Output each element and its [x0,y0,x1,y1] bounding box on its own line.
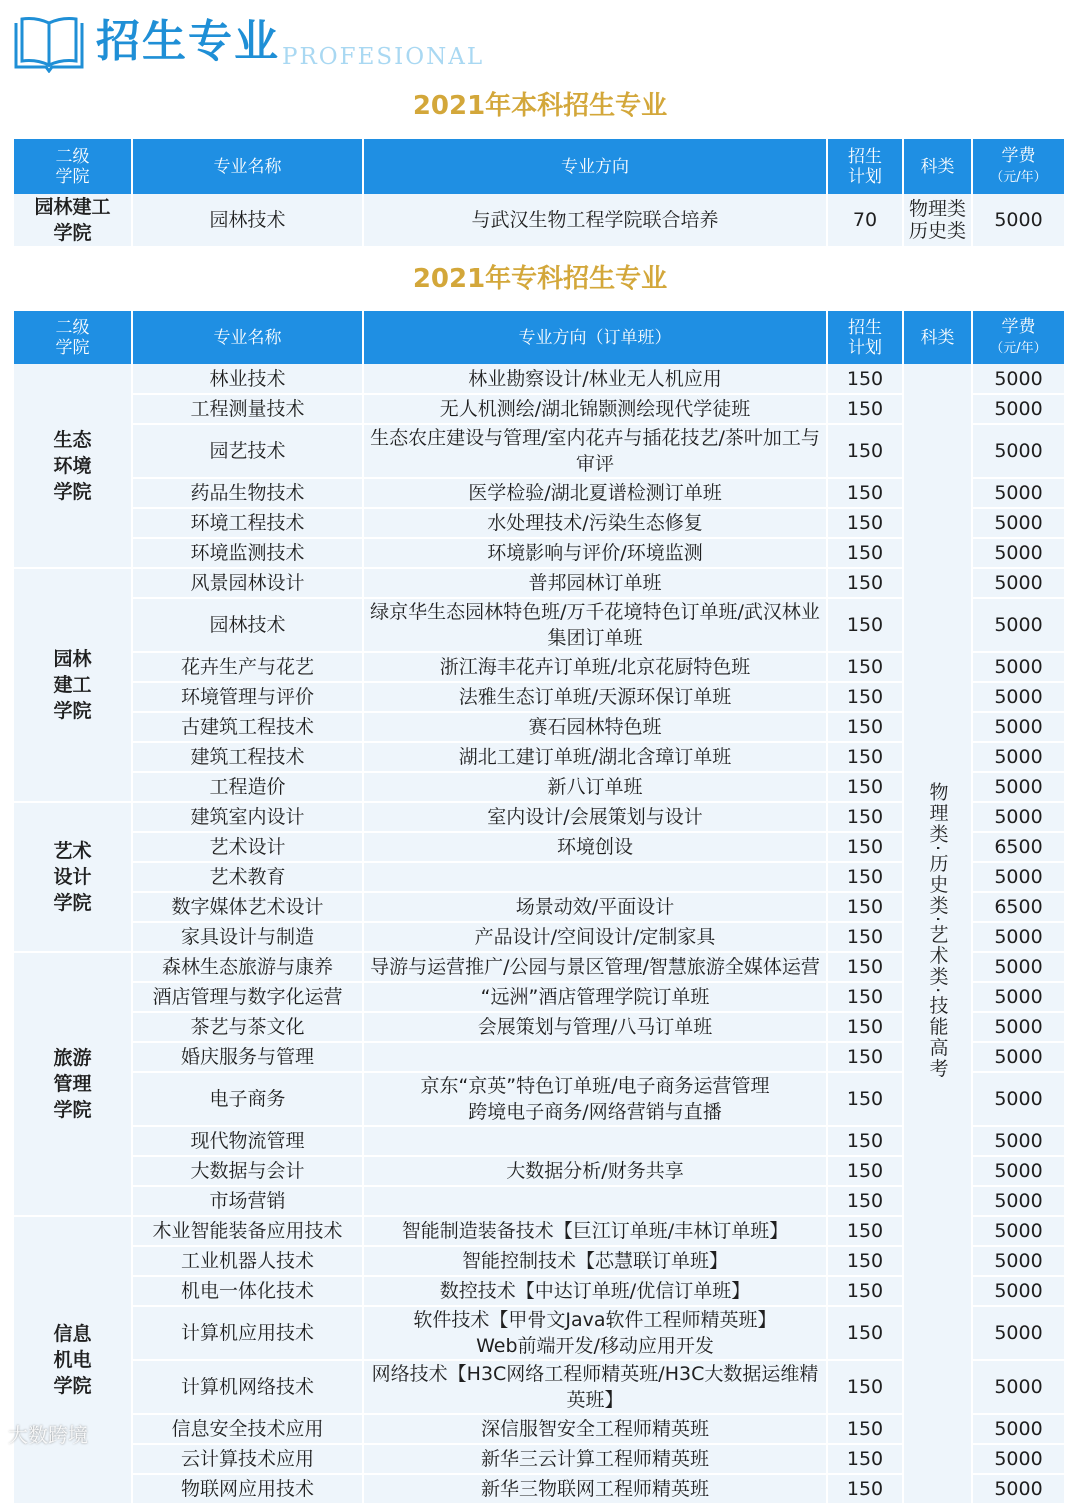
fee-cell: 5000 [972,1246,1064,1276]
plan-cell: 150 [827,598,903,652]
fee-cell: 5000 [972,1012,1064,1042]
college-label: 艺术 设计 学院 [53,840,92,914]
direction-cell [363,1126,827,1156]
fee-cell: 6500 [972,832,1064,862]
major-cell: 工程造价 [132,772,363,802]
direction-cell: 环境创设 [363,832,827,862]
plan-cell: 150 [827,922,903,952]
fee-cell: 5000 [972,1126,1064,1156]
header-plan-label: 招生 计划 [848,146,882,187]
direction-cell: 环境影响与评价/环境监测 [363,538,827,568]
college-label: 旅游 管理 学院 [53,1047,92,1121]
plan-cell: 150 [827,478,903,508]
direction-cell: 水处理技术/污染生态修复 [363,508,827,538]
major-cell: 药品生物技术 [132,478,363,508]
fee-cell: 5000 [972,982,1064,1012]
major-cell: 艺术教育 [132,862,363,892]
fee-cell: 5000 [972,478,1064,508]
fee-cell: 5000 [972,1276,1064,1306]
table-row [14,194,1064,247]
fee-cell: 5000 [972,682,1064,712]
header-fee-label: 学费 [1001,316,1036,337]
plan-cell: 150 [827,1276,903,1306]
major-cell: 家具设计与制造 [132,922,363,952]
direction-cell: 导游与运营推广/公园与景区管理/智慧旅游全媒体运营 [363,952,827,982]
header-fee-unit: （元/年） [990,169,1047,185]
plan-cell: 150 [827,568,903,598]
subject-label: 物理类·历史类·艺术类·技能高考 [926,781,949,1080]
major-cell: 工程测量技术 [132,394,363,424]
header-fee-unit: （元/年） [990,340,1047,356]
plan-cell: 150 [827,952,903,982]
college-cell [14,364,132,568]
header-subject: 科类 [903,311,972,364]
book-icon [12,15,86,73]
fee-cell: 5000 [972,1156,1064,1186]
direction-cell: 京东“京英”特色订单班/电子商务运营管理 跨境电子商务/网络营销与直播 [363,1072,827,1126]
major-cell: 云计算技术应用 [132,1444,363,1474]
plan-cell: 150 [827,1444,903,1474]
direction-cell: 医学检验/湖北夏谱检测订单班 [363,478,827,508]
direction-cell: 生态农庄建设与管理/室内花卉与插花技艺/茶叶加工与审评 [363,424,827,478]
major-cell: 环境工程技术 [132,508,363,538]
major-cell: 古建筑工程技术 [132,712,363,742]
direction-cell: 浙江海丰花卉订单班/北京花厨特色班 [363,652,827,682]
major-cell: 花卉生产与花艺 [132,652,363,682]
direction-cell: 法雅生态订单班/天源环保订单班 [363,682,827,712]
fee-cell: 5000 [972,424,1064,478]
fee-cell: 5000 [972,802,1064,832]
major-cell: 物联网应用技术 [132,1474,363,1504]
major-cell: 信息安全技术应用 [132,1414,363,1444]
direction-cell: 湖北工建订单班/湖北含璋订单班 [363,742,827,772]
header-direction: 专业方向 [363,139,827,194]
major-cell: 建筑室内设计 [132,802,363,832]
header-fee [972,311,1064,364]
plan-cell: 150 [827,982,903,1012]
plan-cell: 150 [827,364,903,394]
table-row [14,364,1064,394]
fee-cell: 5000 [972,1474,1064,1504]
direction-cell: 大数据分析/财务共享 [363,1156,827,1186]
direction-cell [363,862,827,892]
direction-cell: 智能制造装备技术【巨江订单班/丰林订单班】 [363,1216,827,1246]
fee-cell: 5000 [972,1072,1064,1126]
vocational-table [14,311,1064,1505]
fee-cell: 5000 [972,862,1064,892]
fee-cell: 5000 [972,1414,1064,1444]
header-fee [972,139,1064,194]
major-cell: 园林技术 [132,194,363,247]
major-cell: 大数据与会计 [132,1156,363,1186]
college-cell [14,952,132,1216]
major-cell: 艺术设计 [132,832,363,862]
page-subtitle: PROFESIONAL [282,44,485,70]
college-cell [14,802,132,952]
major-cell: 建筑工程技术 [132,742,363,772]
direction-cell: 无人机测绘/湖北锦颢测绘现代学徒班 [363,394,827,424]
fee-cell: 5000 [972,1306,1064,1360]
direction-cell: 新八订单班 [363,772,827,802]
plan-cell: 150 [827,424,903,478]
plan-cell: 150 [827,394,903,424]
fee-cell: 5000 [972,652,1064,682]
plan-cell: 150 [827,1042,903,1072]
major-cell: 计算机网络技术 [132,1360,363,1414]
plan-cell: 150 [827,862,903,892]
fee-cell: 5000 [972,1042,1064,1072]
major-cell: 数字媒体艺术设计 [132,892,363,922]
major-cell: 市场营销 [132,1186,363,1216]
college-cell [14,194,132,247]
plan-cell: 150 [827,1156,903,1186]
direction-cell: 林业勘察设计/林业无人机应用 [363,364,827,394]
major-cell: 环境监测技术 [132,538,363,568]
plan-cell: 150 [827,772,903,802]
direction-cell: 普邦园林订单班 [363,568,827,598]
fee-cell: 5000 [972,742,1064,772]
direction-cell: 网络技术【H3C网络工程师精英班/H3C大数据运维精英班】 [363,1360,827,1414]
fee-cell: 5000 [972,1216,1064,1246]
direction-cell: 与武汉生物工程学院联合培养 [363,194,827,247]
college-label: 园林 建工 学院 [53,648,92,722]
major-cell: 茶艺与茶文化 [132,1012,363,1042]
plan-cell: 150 [827,712,903,742]
plan-cell: 150 [827,538,903,568]
vocational-table-body [14,364,1064,1504]
undergrad-table [14,139,1064,248]
plan-cell: 150 [827,1126,903,1156]
direction-cell: 绿京华生态园林特色班/万千花境特色订单班/武汉林业集团订单班 [363,598,827,652]
plan-cell: 150 [827,1072,903,1126]
fee-cell: 5000 [972,1444,1064,1474]
watermark: 大数跨境 [8,1423,88,1447]
direction-cell: “远洲”酒店管理学院订单班 [363,982,827,1012]
subject-cell [903,194,972,247]
undergrad-section-title: 2021年本科招生专业 [412,91,668,121]
major-cell: 园艺技术 [132,424,363,478]
plan-cell: 150 [827,1414,903,1444]
college-cell [14,568,132,802]
plan-cell: 150 [827,682,903,712]
header-college-label: 二级 学院 [55,317,90,358]
major-cell: 计算机应用技术 [132,1306,363,1360]
vocational-section-title: 2021年专科招生专业 [412,264,668,294]
direction-cell: 深信服智安全工程师精英班 [363,1414,827,1444]
college-label: 园林建工 学院 [34,196,111,244]
major-cell: 林业技术 [132,364,363,394]
major-cell: 园林技术 [132,598,363,652]
fee-cell: 5000 [972,538,1064,568]
header-plan-label: 招生 计划 [848,317,882,358]
fee-cell: 5000 [972,364,1064,394]
header-major: 专业名称 [132,311,363,364]
header-fee-label: 学费 [1001,145,1036,166]
direction-cell: 软件技术【甲骨文Java软件工程师精英班】 Web前端开发/移动应用开发 [363,1306,827,1360]
plan-cell: 150 [827,1474,903,1504]
fee-cell: 5000 [972,194,1064,247]
fee-cell: 5000 [972,952,1064,982]
direction-cell [363,1042,827,1072]
direction-cell [363,1186,827,1216]
header-direction: 专业方向（订单班） [363,311,827,364]
major-cell: 现代物流管理 [132,1126,363,1156]
plan-cell: 150 [827,1216,903,1246]
fee-cell: 5000 [972,1186,1064,1216]
fee-cell: 5000 [972,1360,1064,1414]
header-college [14,139,132,194]
plan-cell: 150 [827,832,903,862]
major-cell: 环境管理与评价 [132,682,363,712]
plan-cell: 150 [827,652,903,682]
header-college-label: 二级 学院 [55,146,90,187]
fee-cell: 5000 [972,394,1064,424]
major-cell: 酒店管理与数字化运营 [132,982,363,1012]
major-cell: 机电一体化技术 [132,1276,363,1306]
plan-cell: 150 [827,802,903,832]
plan-cell: 70 [827,194,903,247]
plan-cell: 150 [827,1306,903,1360]
direction-cell: 产品设计/空间设计/定制家具 [363,922,827,952]
major-cell: 婚庆服务与管理 [132,1042,363,1072]
direction-cell: 场景动效/平面设计 [363,892,827,922]
header-major: 专业名称 [132,139,363,194]
fee-cell: 5000 [972,568,1064,598]
direction-cell: 新华三物联网工程师精英班 [363,1474,827,1504]
college-label: 信息 机电 学院 [53,1323,92,1397]
major-cell: 森林生态旅游与康养 [132,952,363,982]
direction-cell: 赛石园林特色班 [363,712,827,742]
fee-cell: 5000 [972,922,1064,952]
page-header [0,0,1080,80]
plan-cell: 150 [827,1246,903,1276]
plan-cell: 150 [827,1360,903,1414]
fee-cell: 5000 [972,712,1064,742]
fee-cell: 6500 [972,892,1064,922]
header-subject: 科类 [903,139,972,194]
header-plan [827,139,903,194]
direction-cell: 新华三云计算工程师精英班 [363,1444,827,1474]
subject-cell [903,364,972,1504]
direction-cell: 数控技术【中达订单班/优信订单班】 [363,1276,827,1306]
college-label: 生态 环境 学院 [53,428,92,503]
fee-cell: 5000 [972,598,1064,652]
plan-cell: 150 [827,742,903,772]
direction-cell: 会展策划与管理/八马订单班 [363,1012,827,1042]
subject-label: 物理类 历史类 [908,198,966,242]
direction-cell: 室内设计/会展策划与设计 [363,802,827,832]
header-college [14,311,132,364]
plan-cell: 150 [827,508,903,538]
fee-cell: 5000 [972,508,1064,538]
college-cell [14,1216,132,1504]
major-cell: 木业智能装备应用技术 [132,1216,363,1246]
major-cell: 工业机器人技术 [132,1246,363,1276]
header-plan [827,311,903,364]
major-cell: 电子商务 [132,1072,363,1126]
plan-cell: 150 [827,892,903,922]
major-cell: 风景园林设计 [132,568,363,598]
fee-cell: 5000 [972,772,1064,802]
plan-cell: 150 [827,1186,903,1216]
direction-cell: 智能控制技术【芯慧联订单班】 [363,1246,827,1276]
plan-cell: 150 [827,1012,903,1042]
page-title: 招生专业 [96,16,280,67]
